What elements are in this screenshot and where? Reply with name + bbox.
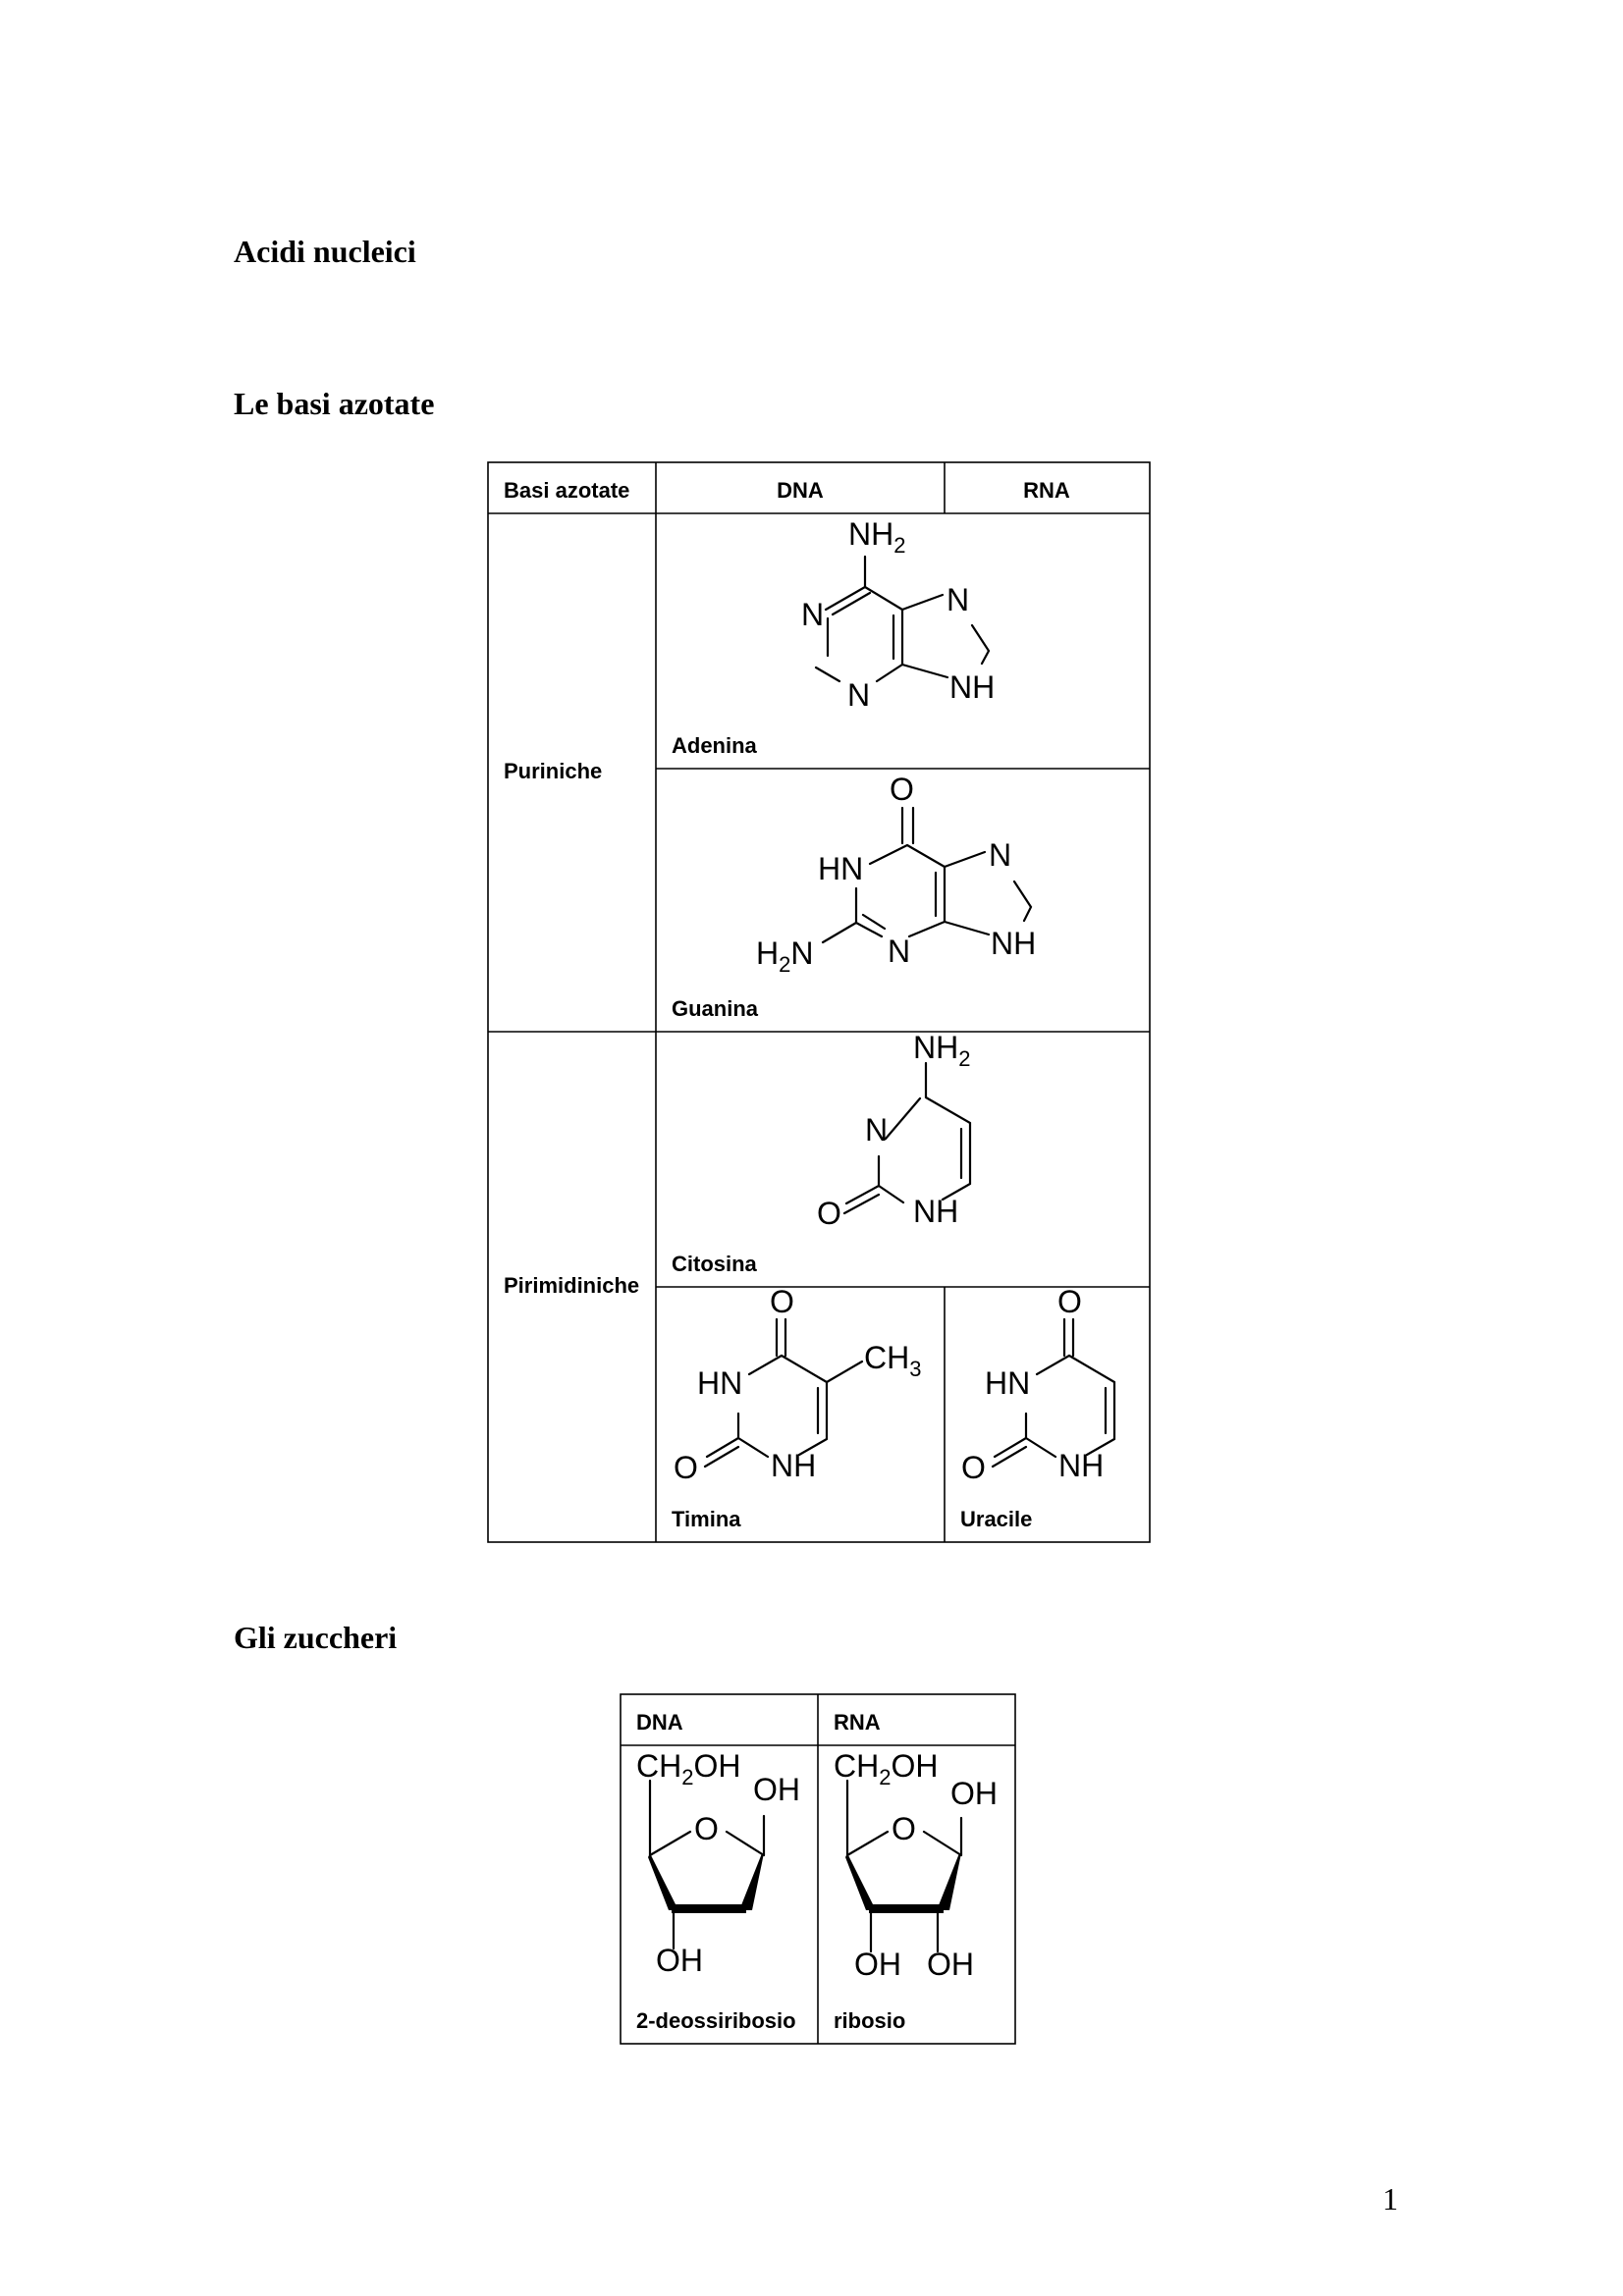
adenine-structure — [801, 516, 995, 713]
atom-oh: OH — [753, 1772, 800, 1807]
atom-n: N — [865, 1112, 889, 1148]
atom-hn: HN — [818, 851, 864, 886]
deoxyribose-structure — [636, 1748, 800, 1978]
label-adenina: Adenina — [672, 733, 757, 758]
wedge-bond — [845, 1853, 876, 1910]
thymine-structure — [674, 1284, 921, 1485]
group-label-pirimidiniche: Pirimidiniche — [504, 1273, 640, 1298]
header-rna: RNA — [834, 1710, 881, 1735]
atom-h2n: $H_2N$ — [756, 935, 814, 977]
atom-n: N — [888, 934, 911, 969]
atom-o: O — [770, 1284, 794, 1319]
label-citosina: Citosina — [672, 1252, 757, 1276]
atom-n: N — [847, 677, 871, 713]
section-heading-bases: Le basi azotate — [234, 386, 435, 421]
atom-n: N — [989, 837, 1012, 873]
atom-nh2: $NH_2$ — [913, 1030, 971, 1071]
cytosine-structure — [817, 1030, 970, 1231]
wedge-bond — [739, 1853, 764, 1910]
atom-n: N — [947, 582, 970, 617]
header-basi-azotate: Basi azotate — [504, 478, 630, 503]
section-heading-sugars: Gli zuccheri — [234, 1620, 398, 1655]
wedge-bond — [648, 1853, 678, 1910]
header-dna: DNA — [636, 1710, 683, 1735]
bold-bond — [672, 1904, 746, 1913]
atom-o: O — [890, 772, 914, 807]
header-dna: DNA — [777, 478, 824, 503]
atom-o: O — [961, 1450, 986, 1485]
sugars-table — [621, 1694, 1015, 2044]
bases-table — [488, 462, 1150, 1542]
atom-oh: OH — [950, 1776, 998, 1811]
atom-ch3: $CH_3$ — [864, 1340, 922, 1381]
atom-o: O — [1057, 1284, 1082, 1319]
atom-o: O — [817, 1196, 841, 1231]
document-title: Acidi nucleici — [234, 234, 416, 269]
label-2-deossiribosio: 2-deossiribosio — [636, 2008, 796, 2033]
atom-ch2oh: $CH_2OH$ — [636, 1748, 741, 1789]
label-guanina: Guanina — [672, 996, 759, 1021]
wedge-bond — [937, 1853, 961, 1910]
atom-nh: NH — [949, 669, 996, 705]
atom-nh: NH — [1058, 1448, 1105, 1483]
atom-oh: OH — [656, 1943, 703, 1978]
atom-nh2: $NH_2$ — [848, 516, 906, 558]
ribose-structure — [834, 1748, 998, 1982]
label-ribosio: ribosio — [834, 2008, 906, 2033]
atom-nh: NH — [771, 1448, 817, 1483]
label-timina: Timina — [672, 1507, 741, 1531]
header-rna: RNA — [1023, 478, 1070, 503]
guanine-structure — [756, 772, 1036, 977]
label-uracile: Uracile — [960, 1507, 1033, 1531]
page-number: 1 — [1382, 2181, 1398, 2216]
uracil-structure — [961, 1284, 1114, 1485]
atom-hn: HN — [697, 1365, 743, 1401]
atom-nh: NH — [991, 926, 1037, 961]
atom-hn: HN — [985, 1365, 1031, 1401]
group-label-puriniche: Puriniche — [504, 759, 603, 783]
atom-oh: OH — [854, 1947, 901, 1982]
atom-oh: OH — [927, 1947, 974, 1982]
atom-n: N — [801, 597, 825, 632]
bold-bond — [869, 1904, 944, 1913]
atom-ch2oh: $CH_2OH$ — [834, 1748, 939, 1789]
atom-o-ring: O — [694, 1811, 719, 1846]
atom-o: O — [674, 1450, 698, 1485]
atom-nh: NH — [913, 1194, 959, 1229]
atom-o-ring: O — [892, 1811, 916, 1846]
